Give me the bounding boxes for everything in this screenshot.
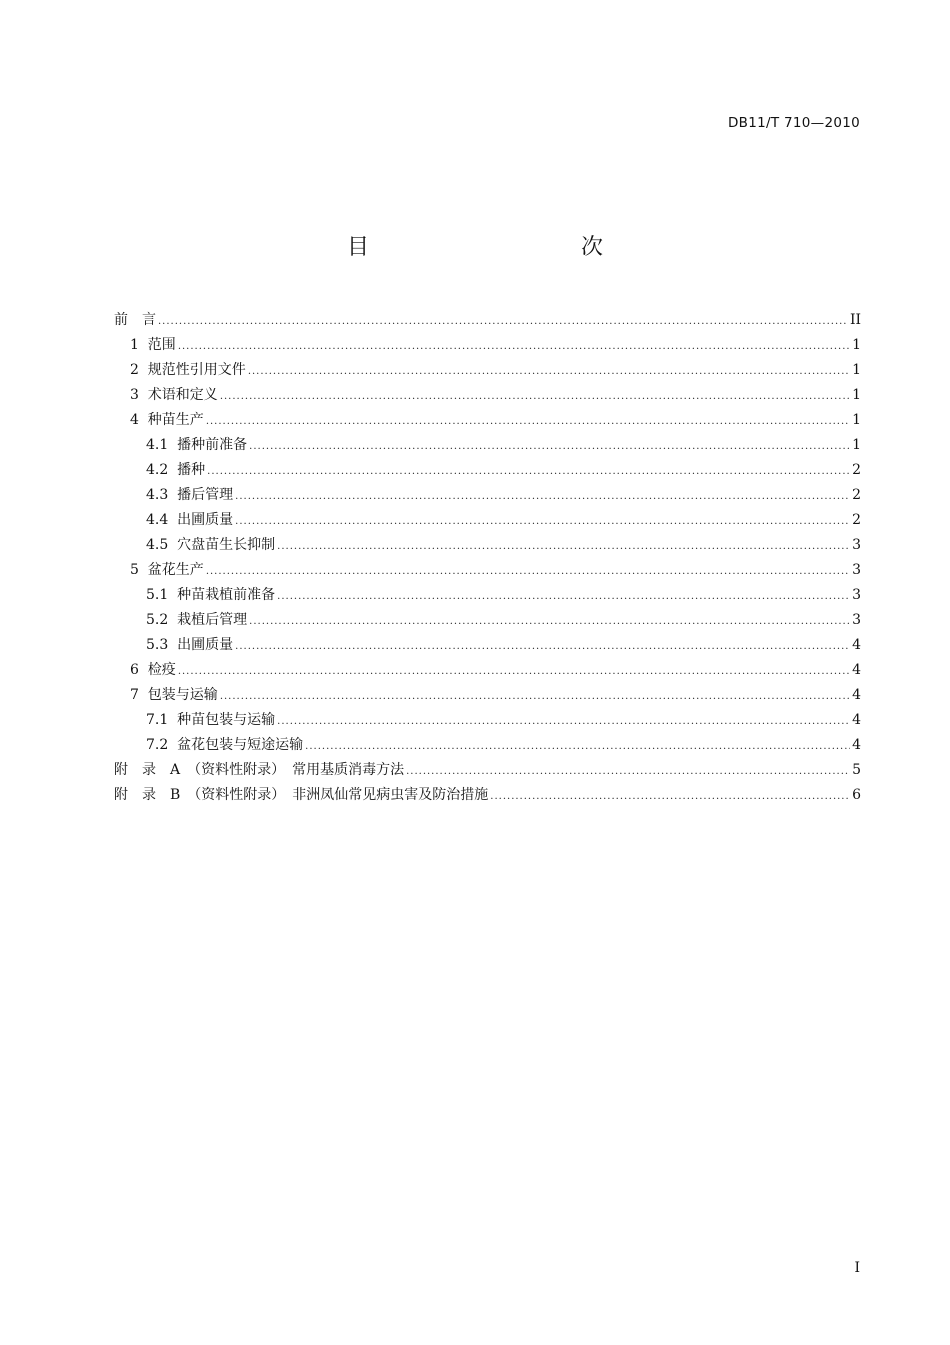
table-of-contents <box>114 308 861 808</box>
toc-entry[interactable] <box>114 433 861 458</box>
toc-entry[interactable] <box>114 633 861 658</box>
toc-leader-dots <box>249 609 850 634</box>
toc-entry-label: 7.2 盆花包装与短途运输 <box>146 737 304 753</box>
toc-entry-label: 4.1 播种前准备 <box>146 437 248 453</box>
toc-entry-page: 1 <box>852 437 861 453</box>
toc-leader-dots <box>490 784 850 809</box>
toc-leader-dots <box>178 659 850 684</box>
toc-leader-dots <box>277 534 850 559</box>
toc-leader-dots <box>249 434 850 459</box>
toc-leader-dots <box>220 384 850 409</box>
toc-entry-page: 5 <box>852 762 861 778</box>
toc-entry-label: 1 范围 <box>130 337 176 353</box>
page-title: 目 次 <box>346 235 659 260</box>
toc-entry[interactable] <box>114 333 861 358</box>
toc-entry-label: 4 种苗生产 <box>130 412 204 428</box>
toc-entry-page: II <box>849 312 861 328</box>
toc-entry-page: 3 <box>852 587 861 603</box>
toc-entry-page: 1 <box>852 337 861 353</box>
document-code: DB11/T 710—2010 <box>727 115 860 131</box>
toc-entry[interactable] <box>114 658 861 683</box>
toc-entry-page: 2 <box>852 512 861 528</box>
toc-entry-label: 4.5 穴盘苗生长抑制 <box>146 537 276 553</box>
toc-leader-dots <box>305 734 850 759</box>
toc-entry-label: 5.1 种苗栽植前准备 <box>146 587 276 603</box>
toc-entry-page: 3 <box>852 612 861 628</box>
toc-entry-page: 1 <box>852 412 861 428</box>
toc-entry-label: 7 包装与运输 <box>130 687 218 703</box>
toc-entry-page: 4 <box>852 637 861 653</box>
toc-leader-dots <box>406 759 850 784</box>
toc-entry-label: 4.2 播种 <box>146 462 206 478</box>
toc-entry[interactable] <box>114 458 861 483</box>
toc-entry-label: 5.2 栽植后管理 <box>146 612 248 628</box>
toc-entry-label: 附 录 A （资料性附录） 常用基质消毒方法 <box>114 762 405 778</box>
toc-entry-label: 3 术语和定义 <box>130 387 218 403</box>
toc-leader-dots <box>235 634 850 659</box>
toc-entry[interactable] <box>114 483 861 508</box>
toc-entry-label: 2 规范性引用文件 <box>130 362 246 378</box>
toc-leader-dots <box>235 484 850 509</box>
toc-leader-dots <box>220 684 850 709</box>
toc-entry[interactable] <box>114 583 861 608</box>
page-number: I <box>854 1260 860 1276</box>
toc-leader-dots <box>207 459 850 484</box>
toc-entry-label: 5.3 出圃质量 <box>146 637 234 653</box>
toc-entry-page: 4 <box>852 687 861 703</box>
toc-entry-label: 6 检疫 <box>130 662 176 678</box>
toc-entry[interactable] <box>114 733 861 758</box>
toc-entry[interactable] <box>114 558 861 583</box>
toc-leader-dots <box>206 409 850 434</box>
toc-entry-page: 4 <box>852 712 861 728</box>
toc-entry-page: 2 <box>852 462 861 478</box>
toc-entry-page: 3 <box>852 562 861 578</box>
toc-entry-page: 4 <box>852 662 861 678</box>
toc-entry[interactable] <box>114 358 861 383</box>
toc-entry[interactable] <box>114 608 861 633</box>
toc-entry[interactable] <box>114 758 861 783</box>
toc-leader-dots <box>235 509 850 534</box>
toc-leader-dots <box>158 309 848 334</box>
toc-entry-label: 7.1 种苗包装与运输 <box>146 712 276 728</box>
toc-entry[interactable] <box>114 683 861 708</box>
toc-entry-page: 4 <box>852 737 861 753</box>
toc-entry[interactable] <box>114 308 861 333</box>
toc-entry[interactable] <box>114 508 861 533</box>
toc-leader-dots <box>248 359 850 384</box>
toc-leader-dots <box>277 709 850 734</box>
toc-entry[interactable] <box>114 408 861 433</box>
toc-entry-label: 附 录 B （资料性附录） 非洲凤仙常见病虫害及防治措施 <box>114 787 489 803</box>
toc-entry-label: 4.3 播后管理 <box>146 487 234 503</box>
toc-entry-page: 1 <box>852 362 861 378</box>
toc-entry[interactable] <box>114 708 861 733</box>
toc-entry[interactable] <box>114 783 861 808</box>
toc-entry-label: 5 盆花生产 <box>130 562 204 578</box>
toc-entry-label: 4.4 出圃质量 <box>146 512 234 528</box>
toc-entry[interactable] <box>114 533 861 558</box>
toc-leader-dots <box>206 559 850 584</box>
toc-leader-dots <box>277 584 850 609</box>
toc-entry-label: 前 言 <box>114 312 156 328</box>
toc-entry-page: 6 <box>852 787 861 803</box>
toc-entry[interactable] <box>114 383 861 408</box>
toc-entry-page: 2 <box>852 487 861 503</box>
toc-entry-page: 3 <box>852 537 861 553</box>
toc-entry-page: 1 <box>852 387 861 403</box>
toc-leader-dots <box>178 334 850 359</box>
